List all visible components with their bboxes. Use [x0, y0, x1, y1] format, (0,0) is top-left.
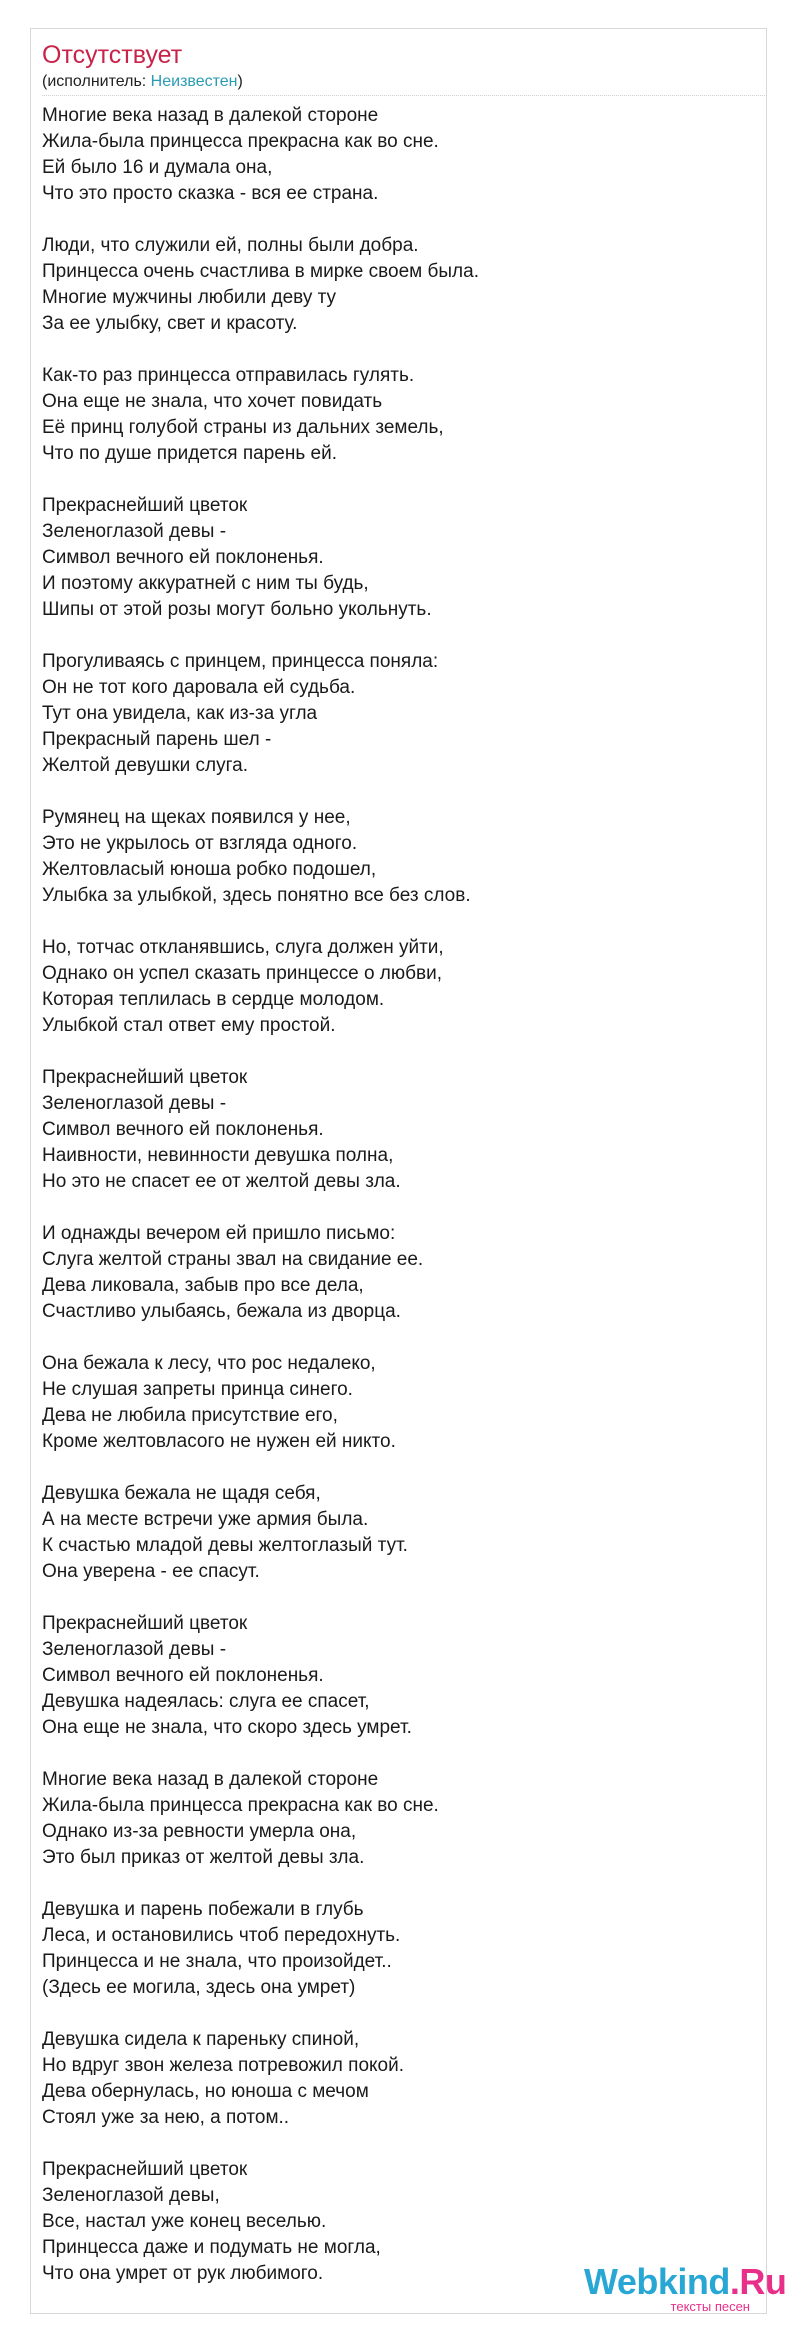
lyrics-line: К счастью младой девы желтоглазый тут.	[42, 1535, 408, 1556]
lyrics-stanza	[42, 935, 742, 1039]
lyrics-line: Шипы от этой розы могут больно укольнуть.	[42, 599, 432, 620]
lyrics-line: Принцесса даже и подумать не могла,	[42, 2237, 381, 2258]
lyrics-line: Это не укрылось от взгляда одного.	[42, 833, 358, 854]
lyrics-stanza	[42, 1481, 742, 1585]
lyrics-line: Она еще не знала, что скоро здесь умрет.	[42, 1717, 412, 1738]
lyrics-line: (Здесь ее могила, здесь она умрет)	[42, 1977, 356, 1998]
lyrics-line: Все, настал уже конец веселью.	[42, 2211, 327, 2232]
lyrics-line: Зеленоглазой девы,	[42, 2185, 220, 2206]
lyrics-line: А на месте встречи уже армия была.	[42, 1509, 369, 1530]
lyrics-line: Желтой девушки слуга.	[42, 755, 249, 776]
logo-dot: .	[729, 2261, 740, 2302]
lyrics-line: Она еще не знала, что хочет повидать	[42, 391, 383, 412]
lyrics-line: Жила-была принцесса прекрасна как во сне.	[42, 131, 439, 152]
lyrics-line: Прекраснейший цветок	[42, 495, 248, 516]
artist-prefix: (исполнитель:	[42, 73, 151, 90]
lyrics-line: Она бежала к лесу, что рос недалеко,	[42, 1353, 376, 1374]
lyrics-line: Многие века назад в далекой стороне	[42, 105, 379, 126]
lyrics-stanza	[42, 363, 742, 467]
lyrics-line: Это был приказ от желтой девы зла.	[42, 1847, 365, 1868]
header-divider	[42, 95, 767, 96]
lyrics-stanza	[42, 103, 742, 207]
lyrics-line: Что она умрет от рук любимого.	[42, 2263, 324, 2284]
lyrics-line: И поэтому аккуратней с ним ты будь,	[42, 573, 369, 594]
lyrics-line: Желтовласый юноша робко подошел,	[42, 859, 377, 880]
lyrics-line: Не слушая запреты принца синего.	[42, 1379, 353, 1400]
lyrics-line: Как-то раз принцесса отправилась гулять.	[42, 365, 415, 386]
lyrics-line: За ее улыбку, свет и красоту.	[42, 313, 298, 334]
lyrics-line: Дева не любила присутствие его,	[42, 1405, 338, 1426]
lyrics-line: Кроме желтовласого не нужен ей никто.	[42, 1431, 396, 1452]
lyrics-stanza	[42, 233, 742, 337]
lyrics-line: Дева обернулась, но юноша с мечом	[42, 2081, 369, 2102]
lyrics-line: Люди, что служили ей, полны были добра.	[42, 235, 419, 256]
lyrics-line: И однажды вечером ей пришло письмо:	[42, 1223, 396, 1244]
logo-tagline: тексты песен	[670, 2299, 750, 2314]
lyrics-line: Счастливо улыбаясь, бежала из дворца.	[42, 1301, 401, 1322]
lyrics-line: Стоял уже за нею, а потом..	[42, 2107, 290, 2128]
lyrics-stanza	[42, 1065, 742, 1195]
lyrics-line: Которая теплилась в сердце молодом.	[42, 989, 385, 1010]
lyrics-line: Но, тотчас откланявшись, слуга должен уйти,	[42, 937, 444, 958]
lyrics-line: Румянец на щеках появился у нее,	[42, 807, 351, 828]
lyrics-line: Её принц голубой страны из дальних земель,	[42, 417, 444, 438]
lyrics-stanza	[42, 1221, 742, 1325]
lyrics-line: Прогуливаясь с принцем, принцесса поняла:	[42, 651, 439, 672]
lyrics-line: Девушка сидела к пареньку спиной,	[42, 2029, 360, 2050]
lyrics-stanza	[42, 805, 742, 909]
lyrics-line: Прекраснейший цветок	[42, 1067, 248, 1088]
lyrics-line: Символ вечного ей поклоненья.	[42, 1119, 324, 1140]
lyrics-line: Прекраснейший цветок	[42, 2159, 248, 2180]
logo-name: Webkind	[584, 2261, 730, 2302]
lyrics-line: Многие мужчины любили деву ту	[42, 287, 337, 308]
lyrics-line: Зеленоглазой девы -	[42, 521, 227, 542]
lyrics-line: Зеленоглазой девы -	[42, 1639, 227, 1660]
logo-wordmark	[584, 2262, 786, 2302]
lyrics-stanza	[42, 493, 742, 623]
lyrics-stanza	[42, 2027, 742, 2131]
lyrics-line: Улыбка за улыбкой, здесь понятно все без слов.	[42, 885, 471, 906]
lyrics-line: Однако он успел сказать принцессе о любви,	[42, 963, 443, 984]
lyrics-line: Леса, и остановились чтоб передохнуть.	[42, 1925, 401, 1946]
lyrics-line: Тут она увидела, как из-за угла	[42, 703, 318, 724]
lyrics-line: Многие века назад в далекой стороне	[42, 1769, 379, 1790]
lyrics-line: Слуга желтой страны звал на свидание ее.	[42, 1249, 424, 1270]
lyrics-line: Прекрасный парень шел -	[42, 729, 272, 750]
lyrics-stanza	[42, 1767, 742, 1871]
lyrics-line: Он не тот кого даровала ей судьба.	[42, 677, 356, 698]
lyrics-line: Дева ликовала, забыв про все дела,	[42, 1275, 364, 1296]
lyrics-line: Но вдруг звон железа потревожил покой.	[42, 2055, 405, 2076]
lyrics-body	[42, 103, 742, 2313]
lyrics-line: Прекраснейший цветок	[42, 1613, 248, 1634]
lyrics-line: Улыбкой стал ответ ему простой.	[42, 1015, 336, 1036]
lyrics-line: Девушка надеялась: слуга ее спасет,	[42, 1691, 370, 1712]
lyrics-line: Что это просто сказка - вся ее страна.	[42, 183, 379, 204]
lyrics-line: Жила-была принцесса прекрасна как во сне.	[42, 1795, 439, 1816]
lyrics-line: Она уверена - ее спасут.	[42, 1561, 260, 1582]
logo-tld: Ru	[739, 2261, 787, 2302]
lyrics-line: Принцесса очень счастлива в мирке своем была.	[42, 261, 479, 282]
lyrics-stanza	[42, 1351, 742, 1455]
artist-suffix: )	[237, 73, 243, 90]
song-title: Отсутствует	[42, 41, 183, 69]
lyrics-stanza	[42, 1611, 742, 1741]
lyrics-line: Символ вечного ей поклоненья.	[42, 547, 324, 568]
lyrics-line: Девушка бежала не щадя себя,	[42, 1483, 321, 1504]
lyrics-line: Но это не спасет ее от желтой девы зла.	[42, 1171, 401, 1192]
lyrics-line: Что по душе придется парень ей.	[42, 443, 337, 464]
artist-line	[42, 72, 243, 92]
lyrics-line: Девушка и парень побежали в глубь	[42, 1899, 364, 1920]
lyrics-stanza	[42, 1897, 742, 2001]
lyrics-line: Наивности, невинности девушка полна,	[42, 1145, 394, 1166]
lyrics-line: Зеленоглазой девы -	[42, 1093, 227, 1114]
lyrics-line: Однако из-за ревности умерла она,	[42, 1821, 357, 1842]
lyrics-line: Символ вечного ей поклоненья.	[42, 1665, 324, 1686]
site-logo[interactable]	[584, 2261, 787, 2318]
lyrics-line: Ей было 16 и думала она,	[42, 157, 273, 178]
artist-link[interactable]: Неизвестен	[150, 73, 238, 90]
lyrics-line: Принцесса и не знала, что произойдет..	[42, 1951, 392, 1972]
lyrics-stanza	[42, 649, 742, 779]
